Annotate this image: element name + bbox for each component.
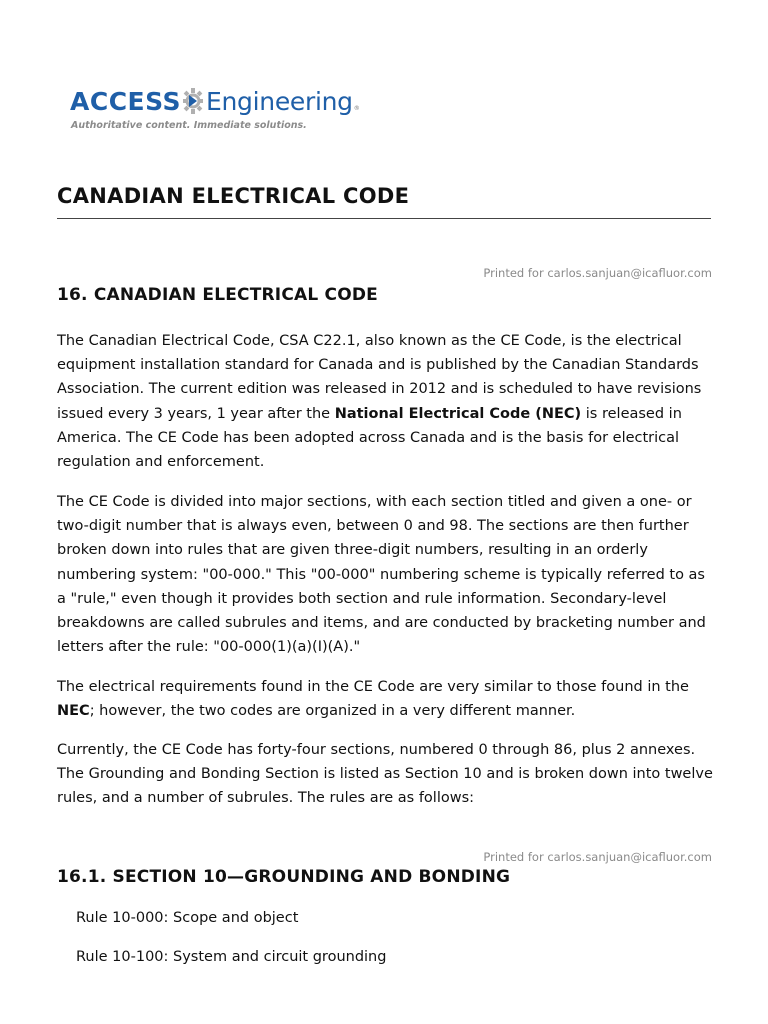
paragraph-2: The CE Code is divided into major sections, with each section titled and given a one- or two-digit number that is always even, between 0 and 98. The sections are then further broken down into rules that are given three-digit numbers, resulting in an orderly numbering system: "00-000." This "00-000" numbering scheme is typically referred to as a "rule," even though it provides both section and rule information. Secondary-level breakdowns are called subrules and items, and are conducted by bracketing number and letters after the rule: "00-000(1)(a)(I)(A)." (57, 494, 706, 656)
paragraph-3-text-a: The electrical requirements found in the CE Code are very similar to those found in the (57, 679, 689, 695)
paragraph-3-text-b: ; however, the two codes are organized in a very different manner. (89, 703, 576, 720)
rule-item: Rule 10-000: Scope and object (76, 910, 299, 926)
paragraph-4: Currently, the CE Code has forty-four sections, numbered 0 through 86, plus 2 annexes. The Grounding and Bonding Section is listed as Section 10 and is broken down into twelve rules, and a number of subrules. The rules are as follows: (57, 742, 713, 807)
logo-registered-mark: ® (353, 105, 360, 112)
printed-for-watermark: Printed for carlos.sanjuan@icafluor.com (483, 266, 712, 280)
paragraph-3 (57, 675, 717, 723)
title-divider (57, 218, 711, 219)
paragraph-1 (57, 329, 717, 474)
subsection-heading: 16.1. SECTION 10—GROUNDING AND BONDING (57, 867, 511, 887)
gear-arrow-icon (182, 87, 204, 115)
nec-bold-term: National Electrical Code (NEC) (334, 405, 582, 422)
printed-for-watermark-2: Printed for carlos.sanjuan@icafluor.com (483, 850, 712, 864)
access-engineering-logo (70, 84, 360, 131)
logo-tagline: Authoritative content. Immediate solutions. (71, 120, 307, 131)
document-title: CANADIAN ELECTRICAL CODE (57, 184, 410, 208)
logo-engineering-text: Engineering (206, 86, 353, 116)
paragraph-1-text-a: The Canadian Electrical Code, CSA C22.1, also known as the CE Code, is the electrical equipment installation standard for Canada and is published by the Canadian Standards Association. The current edition was released in 2012 and is scheduled to have revisions issued every 3 years, 1 year after the (57, 333, 702, 422)
rule-item: Rule 10-100: System and circuit grounding (76, 949, 387, 965)
section-heading: 16. CANADIAN ELECTRICAL CODE (57, 285, 378, 305)
paragraph-1-text-b: is released in America. The CE Code has been adopted across Canada and is the basis for electrical regulation and enforcement. (57, 405, 682, 471)
logo-access-text: ACCESS (70, 86, 182, 116)
nec-bold-abbrev: NEC (57, 703, 90, 720)
